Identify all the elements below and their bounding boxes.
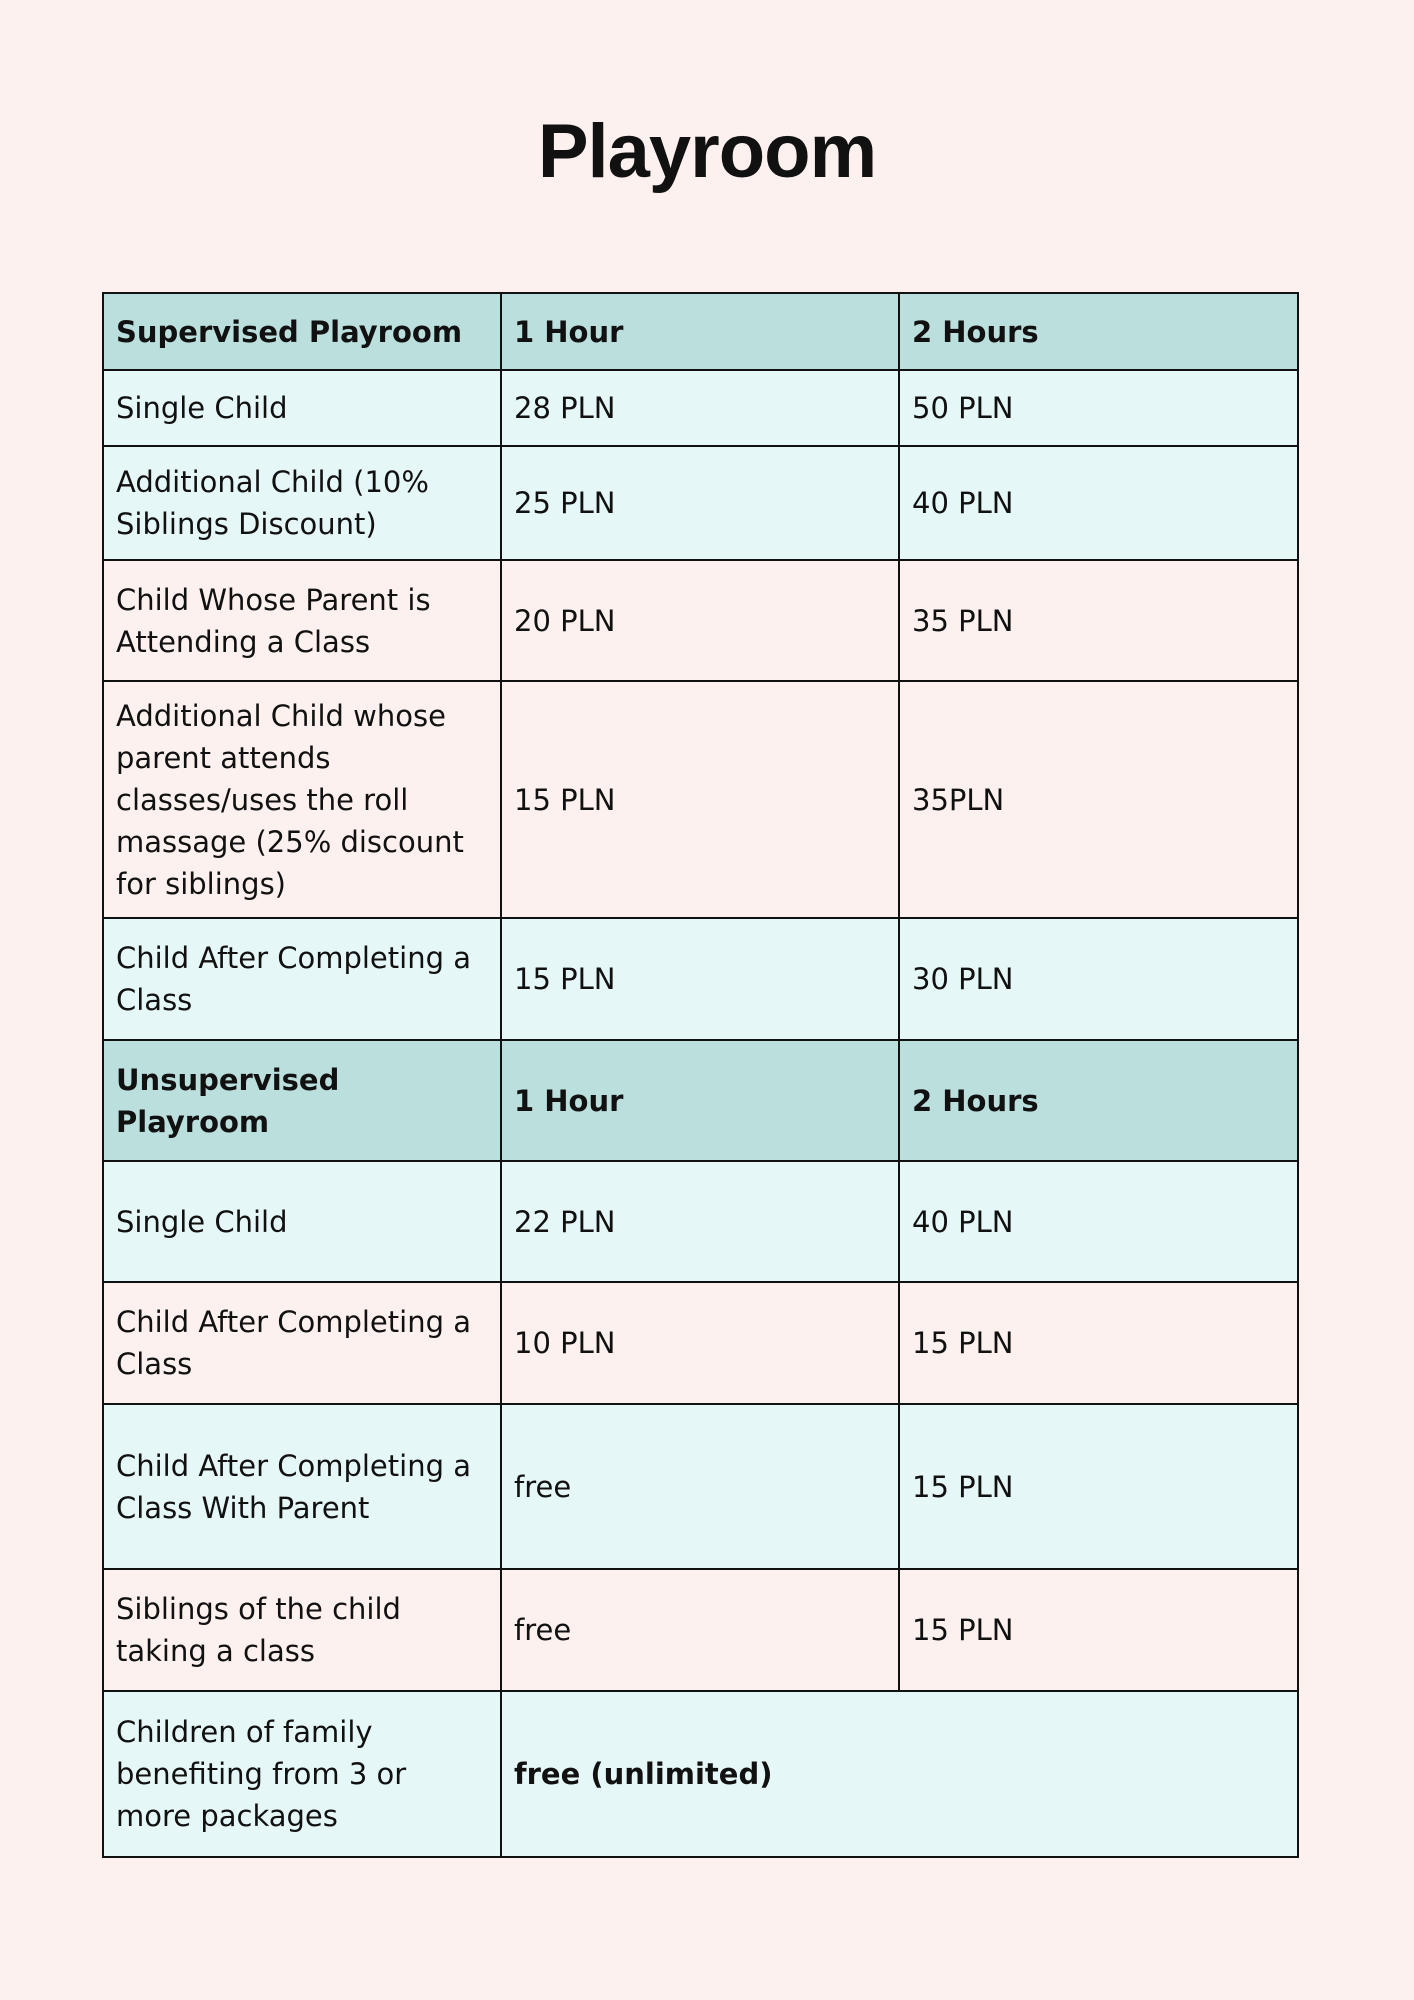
price-1-hour: free [501,1404,899,1569]
header-cell-2-hours: 2 Hours [899,293,1298,370]
table-header-row [103,1040,1298,1161]
header-cell-2-hours: 2 Hours [899,1040,1298,1161]
header-cell-1-hour: 1 Hour [501,1040,899,1161]
price-1-hour: 10 PLN [501,1282,899,1404]
table-header-row [103,293,1298,370]
row-label: Additional Child (10% Siblings Discount) [103,446,501,560]
price-1-hour: 25 PLN [501,446,899,560]
price-2-hours: 15 PLN [899,1404,1298,1569]
row-label: Single Child [103,370,501,446]
price-1-hour: 15 PLN [501,918,899,1040]
header-cell-section: Unsupervised Playroom [103,1040,501,1161]
price-1-hour: 15 PLN [501,681,899,918]
row-label: Child After Completing a Class [103,918,501,1040]
row-label: Child Whose Parent is Attending a Class [103,560,501,681]
header-cell-section: Supervised Playroom [103,293,501,370]
row-label: Child After Completing a Class [103,1282,501,1404]
table-row [103,370,1298,446]
price-table [102,292,1299,1858]
row-label: Additional Child whose parent attends classes/uses the roll massage (25% discount for siblings) [103,681,501,918]
table-row [103,1282,1298,1404]
row-label: Child After Completing a Class With Parent [103,1404,501,1569]
table-row [103,681,1298,918]
table-row [103,1569,1298,1691]
table-row-family [103,1691,1298,1857]
table-row [103,1404,1298,1569]
header-cell-1-hour: 1 Hour [501,293,899,370]
family-price: free (unlimited) [501,1691,1298,1857]
price-2-hours: 40 PLN [899,446,1298,560]
table-row [103,1161,1298,1282]
price-2-hours: 40 PLN [899,1161,1298,1282]
row-label: Siblings of the child taking a class [103,1569,501,1691]
row-label: Children of family benefiting from 3 or more packages [103,1691,501,1857]
table-row [103,446,1298,560]
price-1-hour: 20 PLN [501,560,899,681]
price-2-hours: 50 PLN [899,370,1298,446]
row-label: Single Child [103,1161,501,1282]
price-2-hours: 35PLN [899,681,1298,918]
price-1-hour: 22 PLN [501,1161,899,1282]
price-2-hours: 30 PLN [899,918,1298,1040]
price-2-hours: 15 PLN [899,1282,1298,1404]
price-1-hour: 28 PLN [501,370,899,446]
price-2-hours: 35 PLN [899,560,1298,681]
price-1-hour: free [501,1569,899,1691]
page-title: Playroom [537,109,877,194]
table-row [103,918,1298,1040]
price-2-hours: 15 PLN [899,1569,1298,1691]
table-row [103,560,1298,681]
